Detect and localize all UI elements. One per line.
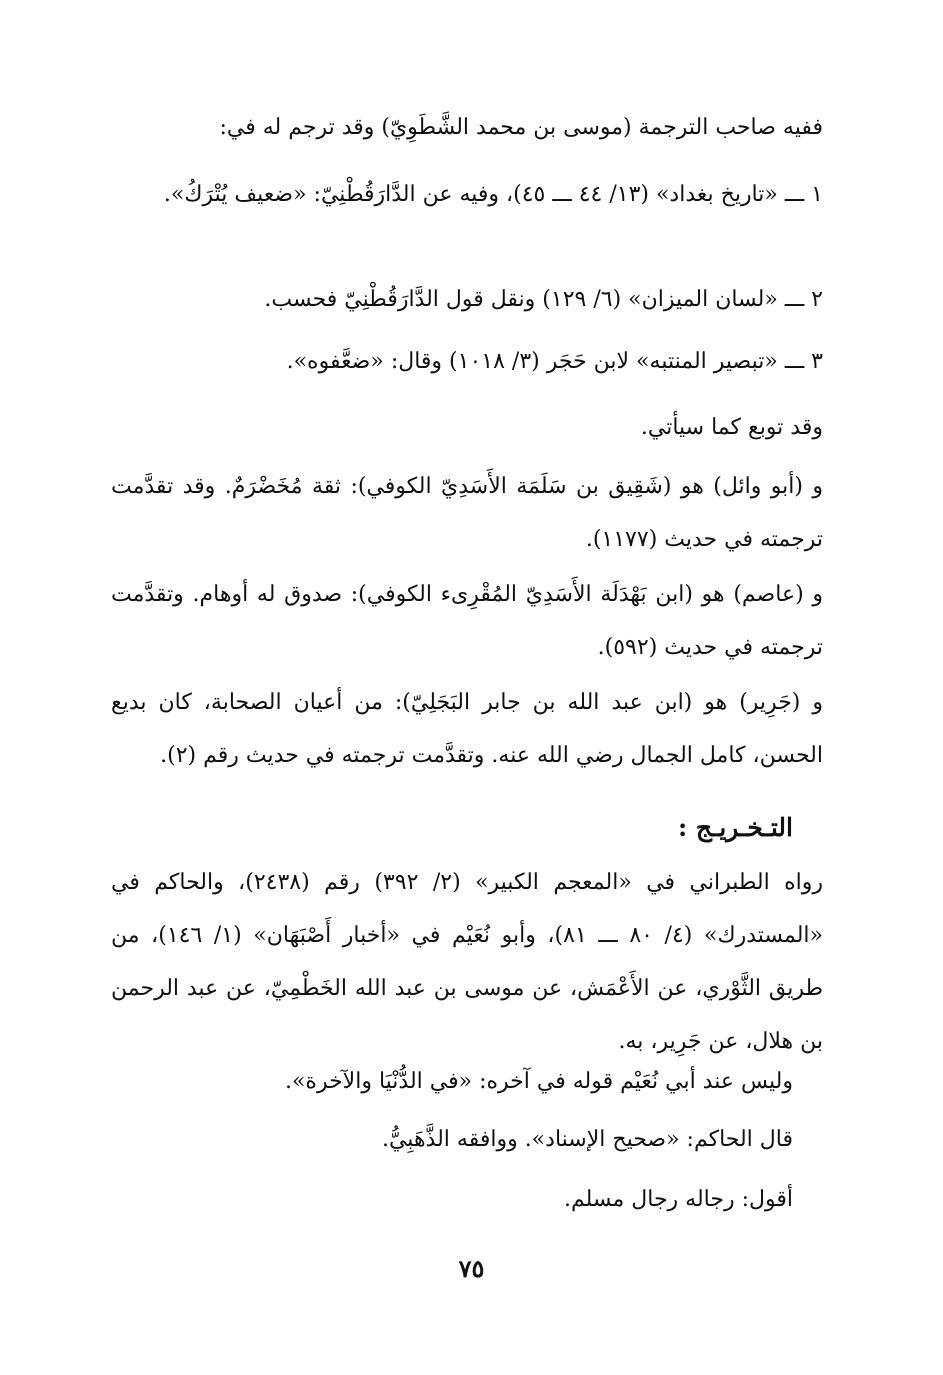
takhrij-heading — [678, 806, 793, 850]
narrator-abu-wail: و (أبو وائل) هو (شَقِيق بن سَلَمَة الأَسَدِيّ الكوفي): ثقة مُخَضْرَمٌ. وقد تقدَّمت ترجمته في حديث (١١٧٧). — [111, 474, 823, 552]
page-number: ٧٥ — [458, 1254, 485, 1283]
takhrij-body: رواه الطبراني في «المعجم الكبير» (٢/ ٣٩٢) رقم (٢٤٣٨)، والحاكم في «المستدرك» (٤/ ٨٠ ـــ ٨١)، وأبو نُعَيْم في «أخبار أَصْبَهَان» (١/ ١٤٦)، من طريق الثَّوْري، عن الأَعْمَش، عن موسى بن عبد الله الخَطْمِيّ، عن عبد الرحمن بن هلال، عن جَرِير، به. — [111, 870, 824, 1054]
narrator-jarir: و (جَرِير) هو (ابن عبد الله بن جابر البَجَلِيّ): من أعيان الصحابة، كان بديع الحسن، كامل الجمال رضي الله عنه. وتقدَّمت ترجمته في حديث رقم (٢). — [111, 690, 823, 768]
takhrij-note-2: قال الحاكم: «صحيح الإسناد». ووافقه الذَّهَبِيُّ. — [381, 1127, 793, 1152]
takhrij-note-1: وليس عند أبي نُعَيْم قوله في آخره: «في الدُّنْيَا والآخرة». — [284, 1069, 793, 1094]
narrator-asim: و (عاصم) هو (ابن بَهْدَلَة الأَسَدِيّ المُقْرِىء الكوفي): صدوق له أوهام. وتقدَّمت ترجمته في حديث (٥٩٢). — [111, 582, 824, 660]
takhrij-heading-colon: : — [677, 813, 688, 842]
takhrij-note-3: أقول: رجاله رجال مسلم. — [563, 1187, 793, 1212]
source-item-2: ٢ ـــ «لسان الميزان» (٦/ ١٢٩) ونقل قول الدَّارَقُطْنِيّ فحسب. — [264, 287, 823, 312]
takhrij-heading-word: التـخـريـج — [695, 813, 793, 842]
follow-note: وقد توبع كما سيأتي. — [640, 415, 823, 440]
source-item-1: ١ ـــ «تاريخ بغداد» (١٣/ ٤٤ ـــ ٤٥)، وفيه عن الدَّارَقُطْنِيّ: «ضعيف يُتْرَكُ». — [163, 182, 823, 207]
source-item-3: ٣ ـــ «تبصير المنتبه» لابن حَجَر (٣/ ١٠١٨) وقال: «ضعَّفوه». — [286, 349, 823, 374]
narrator-intro: ففيه صاحب الترجمة (موسى بن محمد الشَّطَوِيّ) وقد ترجم له في: — [219, 115, 823, 140]
